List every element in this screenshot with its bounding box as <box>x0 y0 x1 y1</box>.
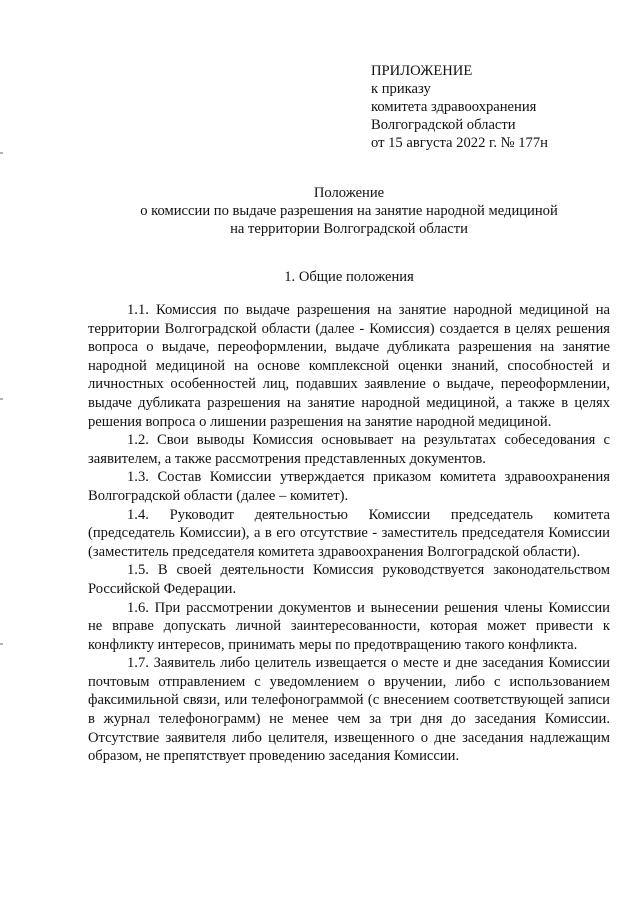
appendix-block <box>371 62 611 152</box>
paragraph-1-3: 1.3. Состав Комиссии утверждается приказом комитета здравоохранения Волгоградской области (далее – комитет). <box>88 469 610 504</box>
paragraph-1-1: 1.1. Комиссия по выдаче разрешения на занятие народной медициной на территории Волгоградской области (далее - Комиссия) создается в целях решения вопроса о выдаче, переоформлении, выдаче дубликата разрешения на занятие народной медициной на основе комплексной оценки знаний, способностей и личностных особенностей лиц, подавших заявление о выдаче, переоформлении, выдаче дубликата разрешения на занятие народной медициной, а также в целях решения вопроса о лишении разрешения на занятие народной медициной. <box>88 302 610 430</box>
paragraph-1-7: 1.7. Заявитель либо целитель извещается о месте и дне заседания Комиссии почтовым отправлением с уведомлением о вручении, либо с использованием факсимильной связи, или телефонограммой (с внесением соответствующей записи в журнал телефонограмм) не менее чем за три дня до заседания Комиссии. Отсутствие заявителя либо целителя, извещенного о дне заседания надлежащим образом, не препятствует проведению заседания Комиссии. <box>88 655 610 765</box>
document-body <box>88 301 610 766</box>
title-line-2: о комиссии по выдаче разрешения на занятие народной медициной <box>140 203 558 219</box>
scan-edge-mark <box>0 643 3 645</box>
appendix-region-line: Волгоградской области <box>371 117 516 133</box>
appendix-heading: ПРИЛОЖЕНИЕ <box>371 63 473 79</box>
paragraph-1-4: 1.4. Руководит деятельностью Комиссии председатель комитета (председатель Комиссии), а в его отсутствие - заместитель председателя Комиссии (заместитель председателя комитета здравоохранения Волгоградской области). <box>88 506 610 560</box>
section-heading: 1. Общие положения <box>284 269 414 285</box>
paragraph-1-5: 1.5. В своей деятельности Комиссия руководствуется законодательством Российской Федерации. <box>88 562 610 597</box>
scan-edge-mark <box>0 152 3 154</box>
appendix-date-line: от 15 августа 2022 г. № 177н <box>371 135 548 151</box>
paragraph-1-2: 1.2. Свои выводы Комиссия основывает на результатах собеседования с заявителем, а также рассмотрения представленных документов. <box>88 432 610 467</box>
document-title <box>88 184 610 238</box>
appendix-order-line: к приказу <box>371 81 431 97</box>
paragraph-1-6: 1.6. При рассмотрении документов и вынесении решения члены Комиссии не вправе допускать личной заинтересованности, которая может привести к конфликту интересов, принимать меры по предотвращению такого конфликта. <box>88 599 610 653</box>
appendix-committee-line: комитета здравоохранения <box>371 99 537 115</box>
scan-edge-mark <box>0 398 3 400</box>
title-line-3: на территории Волгоградской области <box>230 221 468 237</box>
title-line-1: Положение <box>313 185 385 201</box>
